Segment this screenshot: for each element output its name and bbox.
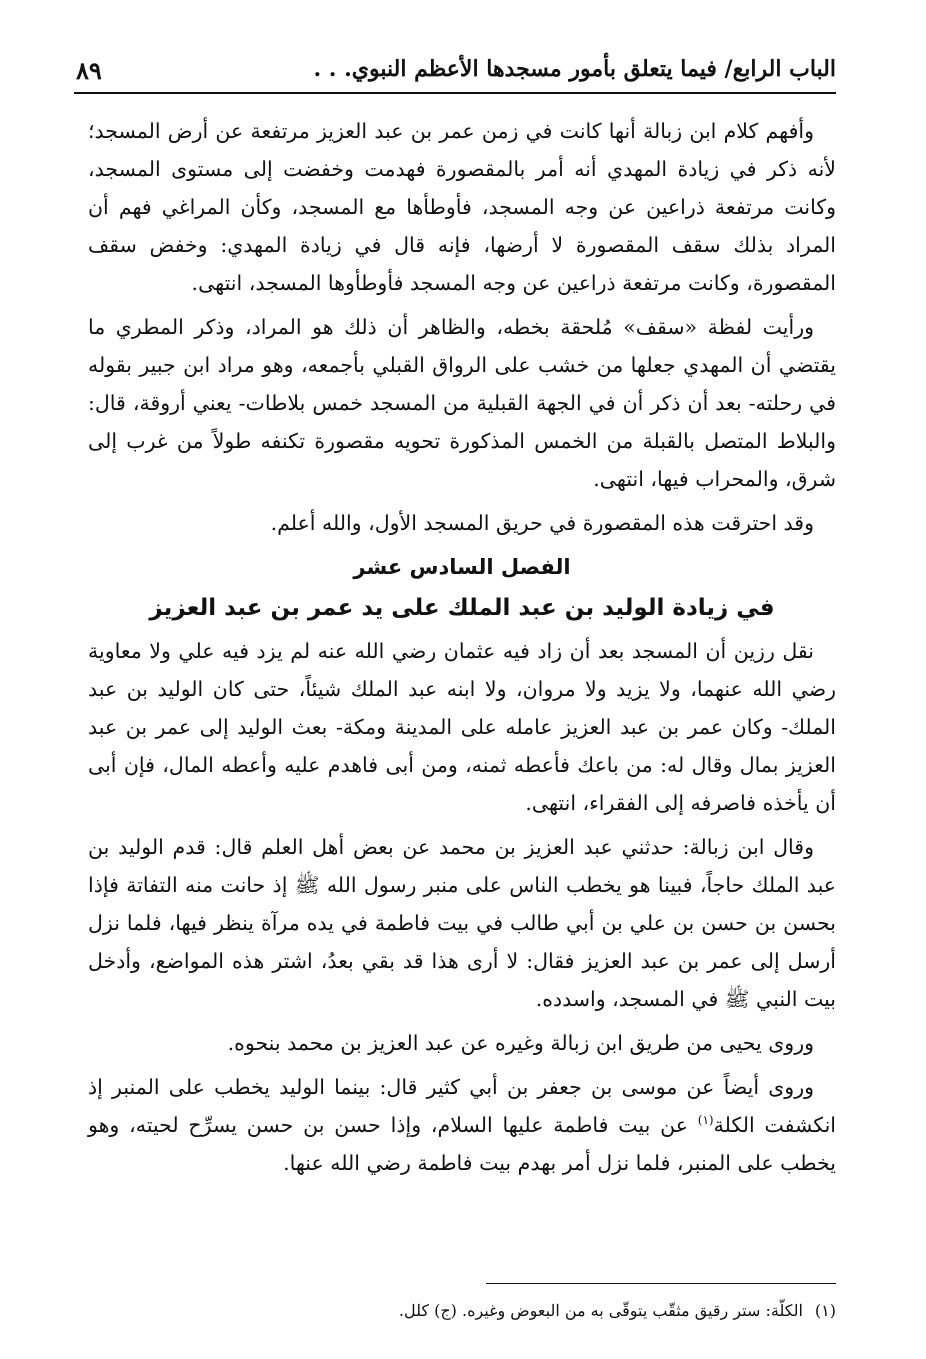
paragraph: وأفهم كلام ابن زبالة أنها كانت في زمن عمر بن عبد العزيز مرتفعة عن أرض المسجد؛ لأنه ذكر في زيادة المهدي أنه أمر بالمقصورة فهدمت وخفضت إلى مستوى المسجد، وكانت مرتفعة ذراعين عن وجه المسجد، فأوطأها مع المسجد، وكأن المراغي فهم أن المراد بذلك سقف المقصورة لا أرضها، فإنه قال في زيادة المهدي: وخفض سقف المقصورة، وكانت مرتفعة ذراعين عن وجه المسجد فأوطأوها المسجد، انتهى. [88, 119, 836, 295]
header-title: الباب الرابع/ فيما يتعلق بأمور مسجدها الأعظم النبوي. . . [313, 56, 836, 82]
paragraph: وروى يحيى من طريق ابن زبالة وغيره عن عبد العزيز بن محمد بنحوه. [227, 1031, 814, 1055]
footnote-text: الكلّة: ستر رقيق مثقّب يتوقّى به من البعوض وغيره. (ج) كلل. [398, 1301, 803, 1320]
footnote [88, 1298, 836, 1324]
paragraph: وقد احترقت هذه المقصورة في حريق المسجد الأول، والله أعلم. [270, 511, 814, 535]
paragraph-with-note [88, 1068, 836, 1182]
paragraph-text-part: عن بيت فاطمة عليها السلام، وإذا حسن بن حسن يسرِّح لحيته، وهو يخطب على المنبر، فلما نزل أمر بهدم بيت فاطمة رضي الله عنها. [88, 1113, 836, 1175]
footnote-number: (١) [814, 1301, 836, 1320]
chapter-subheading: في زيادة الوليد بن عبد الملك على يد عمر بن عبد العزيز [149, 595, 775, 621]
paragraph: ورأيت لفظة «سقف» مُلحقة بخطه، والظاهر أن ذلك هو المراد، وذكر المطري ما يقتضي أن المهدي جعلها من خشب على الرواق القبلي بأجمعه، وهو مراد ابن جبير بقوله في رحلته- بعد أن ذكر أن في الجهة القبلية من المسجد خمس بلاطات- يعني أروقة، قال: والبلاط المتصل بالقبلة من الخمس المذكورة تحويه مقصورة تكنفه طولاً من غرب إلى شرق، والمحراب فيها، انتهى. [88, 315, 836, 491]
page-number: ٨٩ [76, 56, 102, 85]
paragraph: وقال ابن زبالة: حدثني عبد العزيز بن محمد عن بعض أهل العلم قال: قدم الوليد بن عبد الملك حاجاً، فبينا هو يخطب الناس على منبر رسول الله ﷺ إذ حانت منه التفاتة فإذا بحسن بن حسن بن علي بن أبي طالب في بيت فاطمة في يده مرآة ينظر فيها، فلما نزل أرسل إلى عمر بن عبد العزيز فقال: لا أرى هذا قد بقي بعدُ، اشتر هذه المواضع، وأدخل بيت النبي ﷺ في المسجد، واسدده. [88, 835, 836, 1011]
running-header [74, 52, 836, 94]
body-text [88, 112, 836, 1188]
paragraph-text-part: وروى أيضاً عن موسى بن جعفر بن أبي كثير قال: بينما الوليد يخطب على المنبر إذ انكشفت الكلة [88, 1075, 836, 1137]
footnote-separator [486, 1283, 836, 1284]
chapter-heading: الفصل السادس عشر [353, 555, 571, 579]
paragraph: نقل رزين أن المسجد بعد أن زاد فيه عثمان رضي الله عنه لم يزد فيه علي ولا معاوية رضي الله عنهما، ولا يزيد ولا مروان، ولا ابنه عبد الملك شيئاً، حتى كان الوليد بن عبد الملك- وكان عمر بن عبد العزيز عامله على المدينة ومكة- بعث الوليد إلى عمر بن عبد العزيز بمال وقال له: من باعك فأعطه ثمنه، ومن أبى فاهدم عليه وأعطه المال، فإن أبى أن يأخذه فاصرفه إلى الفقراء، انتهى. [88, 639, 836, 815]
footnote-reference[interactable]: (١) [697, 1113, 714, 1128]
